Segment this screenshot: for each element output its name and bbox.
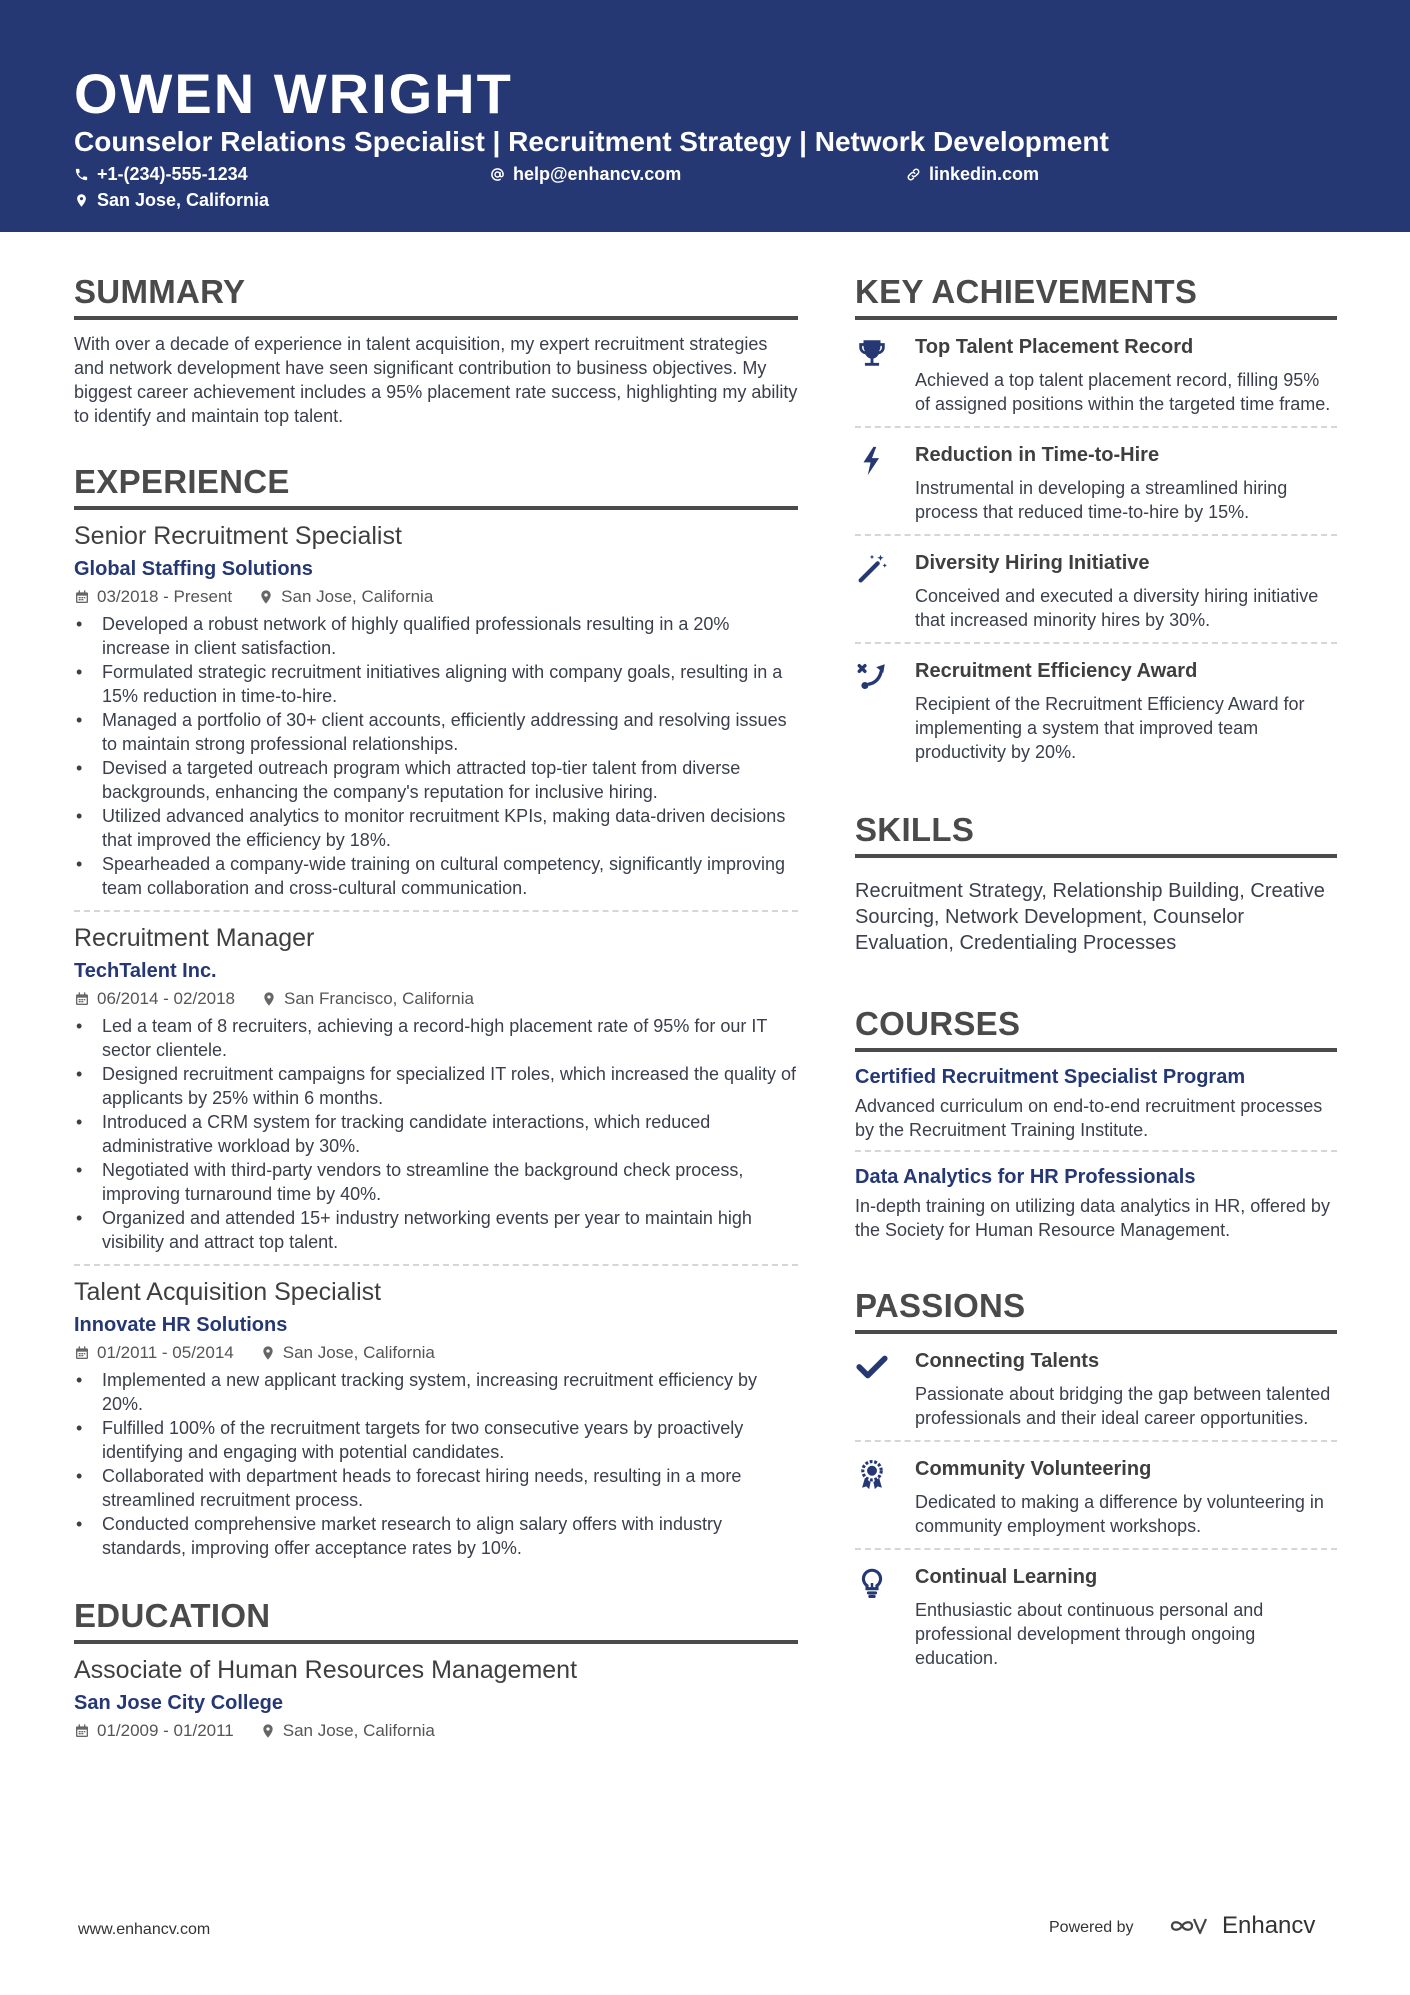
job-location [260,1342,435,1364]
job-company: Global Staffing Solutions [74,558,313,580]
bullet-item: • Negotiated with third-party vendors to streamline the background check process, improving turnaround time by 40%. [74,1158,798,1206]
achievements-section [855,272,1337,774]
resume-header [0,0,1410,232]
education-section [74,1596,798,1742]
calendar-icon [74,1345,90,1361]
skills-section [855,810,1337,956]
award-ribbon-icon [855,1458,889,1492]
education-dates [74,1720,234,1742]
location-pin-icon [260,1345,276,1361]
bullet-item: • Fulfilled 100% of the recruitment targets for two consecutive years by proactively identifying and engaging with potential candidates. [74,1416,798,1464]
footer-url[interactable]: www.enhancv.com [78,1921,211,1938]
achievement-item [855,536,1337,642]
strategy-icon [855,660,889,694]
contact-phone [74,163,248,185]
right-column [855,272,1337,1680]
job-entry [74,912,798,1266]
contact-linkedin [906,163,1039,185]
location-pin-icon [261,991,277,1007]
passion-desc: Passionate about bridging the gap between talented professionals and their ideal career opportunities. [915,1384,1331,1428]
course-title: Data Analytics for HR Professionals [855,1166,1196,1188]
school-name: San Jose City College [74,1692,283,1714]
passion-item [855,1334,1337,1440]
job-bullets [74,1368,798,1560]
location-text: San Jose, California [97,190,270,210]
achievement-icon-wrap [855,442,915,524]
achievement-icon-wrap [855,658,915,764]
summary-heading: SUMMARY [74,272,798,320]
bullet-item: • Developed a robust network of highly qualified professionals resulting in a 20% increase in client satisfaction. [74,612,798,660]
location-pin-icon [74,193,89,208]
bullet-item: • Introduced a CRM system for tracking candidate interactions, which reduced administrative workload by 30%. [74,1110,798,1158]
passion-icon-wrap [855,1348,915,1430]
passion-title: Connecting Talents [915,1350,1100,1372]
job-dates-text: 03/2018 - Present [97,587,233,606]
calendar-icon [74,589,90,605]
link-icon [906,167,921,182]
passion-icon-wrap [855,1564,915,1670]
education-location [260,1720,435,1742]
location-pin-icon [260,1723,276,1739]
course-item [855,1152,1337,1250]
achievement-desc: Conceived and executed a diversity hiring initiative that increased minority hires by 30%. [915,586,1319,630]
job-location-text: San Francisco, California [284,989,474,1008]
phone-text[interactable]: +1-(234)-555-1234 [97,164,248,184]
job-location [261,988,474,1010]
job-company: Innovate HR Solutions [74,1314,288,1336]
achievement-desc: Achieved a top talent placement record, filling 95% of assigned positions within the targeted time frame. [915,370,1331,414]
email-text[interactable]: help@enhancv.com [513,164,682,184]
job-title: Talent Acquisition Specialist [74,1278,382,1306]
job-meta [74,988,798,1010]
job-bullets [74,612,798,900]
course-desc: Advanced curriculum on end-to-end recruitment processes by the Recruitment Training Institute. [855,1096,1323,1140]
passions-section [855,1286,1337,1680]
job-location-text: San Jose, California [282,1343,435,1362]
passion-item [855,1442,1337,1548]
degree-title: Associate of Human Resources Management [74,1656,578,1684]
passions-heading: PASSIONS [855,1286,1337,1334]
bullet-item: • Implemented a new applicant tracking system, increasing recruitment efficiency by 20%. [74,1368,798,1416]
education-meta [74,1720,798,1742]
bullet-item: • Spearheaded a company-wide training on cultural competency, significantly improving team collaboration and cross-cultural communication. [74,852,798,900]
achievement-item [855,644,1337,774]
job-dates [74,988,235,1010]
summary-text: With over a decade of experience in talent acquisition, my expert recruitment strategies and network development have seen significant contribution to business objectives. My biggest career achievement includes a 95% placement rate success, highlighting my ability to identify and maintain top talent. [74,334,798,426]
achievement-icon-wrap [855,550,915,632]
passion-item [855,1550,1337,1680]
passion-title: Community Volunteering [915,1458,1152,1480]
calendar-icon [74,991,90,1007]
bullet-item: • Led a team of 8 recruiters, achieving a record-high placement rate of 95% for our IT sector clientele. [74,1014,798,1062]
bullet-item: • Collaborated with department heads to forecast hiring needs, resulting in a more streamlined recruitment process. [74,1464,798,1512]
job-dates [74,586,232,608]
job-dates [74,1342,234,1364]
passion-desc: Enthusiastic about continuous personal and professional development through ongoing education. [915,1600,1264,1668]
course-desc: In-depth training on utilizing data analytics in HR, offered by the Society for Human Resource Management. [855,1196,1330,1240]
calendar-icon [74,1723,90,1739]
achievement-title: Diversity Hiring Initiative [915,552,1150,574]
courses-heading: COURSES [855,1004,1337,1052]
achievement-desc: Recipient of the Recruitment Efficiency Award for implementing a system that improved team productivity by 20%. [915,694,1305,762]
achievement-title: Top Talent Placement Record [915,336,1194,358]
achievement-item [855,320,1337,426]
candidate-tagline: Counselor Relations Specialist | Recruitment Strategy | Network Development [74,126,1109,157]
lightbulb-icon [855,1566,889,1600]
job-company: TechTalent Inc. [74,960,217,982]
achievement-item [855,428,1337,534]
candidate-name: OWEN WRIGHT [74,62,513,125]
left-column [74,272,798,1742]
education-dates-text: 01/2009 - 01/2011 [97,1721,234,1740]
job-entry [74,1266,798,1560]
job-meta [74,586,798,608]
bullet-item: • Conducted comprehensive market research to align salary offers with industry standards, improving offer acceptance rates by 10%. [74,1512,798,1560]
enhancv-logo [1168,1912,1315,1940]
courses-section [855,1004,1337,1250]
achievement-desc: Instrumental in developing a streamlined hiring process that reduced time-to-hire by 15%. [915,478,1288,522]
linkedin-text[interactable]: linkedin.com [929,164,1040,184]
job-title: Recruitment Manager [74,924,315,952]
job-bullets [74,1014,798,1254]
enhancv-logo-icon [1168,1913,1214,1939]
at-sign-icon [490,167,505,182]
achievement-title: Recruitment Efficiency Award [915,660,1198,682]
location-pin-icon [258,589,274,605]
checkmark-icon [855,1350,889,1384]
education-entry [74,1644,798,1742]
job-meta [74,1342,798,1364]
bullet-item: • Devised a targeted outreach program which attracted top-tier talent from diverse backgrounds, enhancing the company's reputation for inclusive hiring. [74,756,798,804]
bullet-item: • Formulated strategic recruitment initiatives aligning with company goals, resulting in a 15% reduction in time-to-hire. [74,660,798,708]
enhancv-brand-text: Enhancv [1222,1912,1316,1939]
job-location [258,586,433,608]
experience-section [74,462,798,1560]
footer-powered-by: Powered by [1049,1919,1134,1936]
phone-icon [74,167,89,182]
achievements-heading: KEY ACHIEVEMENTS [855,272,1337,320]
summary-section [74,272,798,428]
skills-heading: SKILLS [855,810,1337,858]
job-title: Senior Recruitment Specialist [74,522,402,550]
magic-wand-icon [855,552,889,586]
job-dates-text: 06/2014 - 02/2018 [97,989,236,1008]
trophy-icon [855,336,889,370]
experience-heading: EXPERIENCE [74,462,798,510]
passion-desc: Dedicated to making a difference by volunteering in community employment workshops. [915,1492,1324,1536]
education-heading: EDUCATION [74,1596,798,1644]
bullet-item: • Designed recruitment campaigns for specialized IT roles, which increased the quality of applicants by 25% within 6 months. [74,1062,798,1110]
contact-location [74,189,269,211]
contact-email [490,163,681,185]
lightning-icon [855,444,889,478]
course-title: Certified Recruitment Specialist Program [855,1066,1246,1088]
job-entry [74,510,798,912]
skills-text: Recruitment Strategy, Relationship Building, Creative Sourcing, Network Development, Counselor Evaluation, Credentialing Processes [855,880,1325,954]
passion-title: Continual Learning [915,1566,1098,1588]
bullet-item: • Utilized advanced analytics to monitor recruitment KPIs, making data-driven decisions that improved the efficiency by 18%. [74,804,798,852]
passion-icon-wrap [855,1456,915,1538]
achievement-icon-wrap [855,334,915,416]
bullet-item: • Managed a portfolio of 30+ client accounts, efficiently addressing and resolving issues to maintain strong professional relationships. [74,708,798,756]
education-location-text: San Jose, California [282,1721,435,1740]
achievement-title: Reduction in Time-to-Hire [915,444,1160,466]
bullet-item: • Organized and attended 15+ industry networking events per year to maintain high visibility and attract top talent. [74,1206,798,1254]
job-location-text: San Jose, California [281,587,434,606]
course-item [855,1052,1337,1150]
job-dates-text: 01/2011 - 05/2014 [97,1343,234,1362]
